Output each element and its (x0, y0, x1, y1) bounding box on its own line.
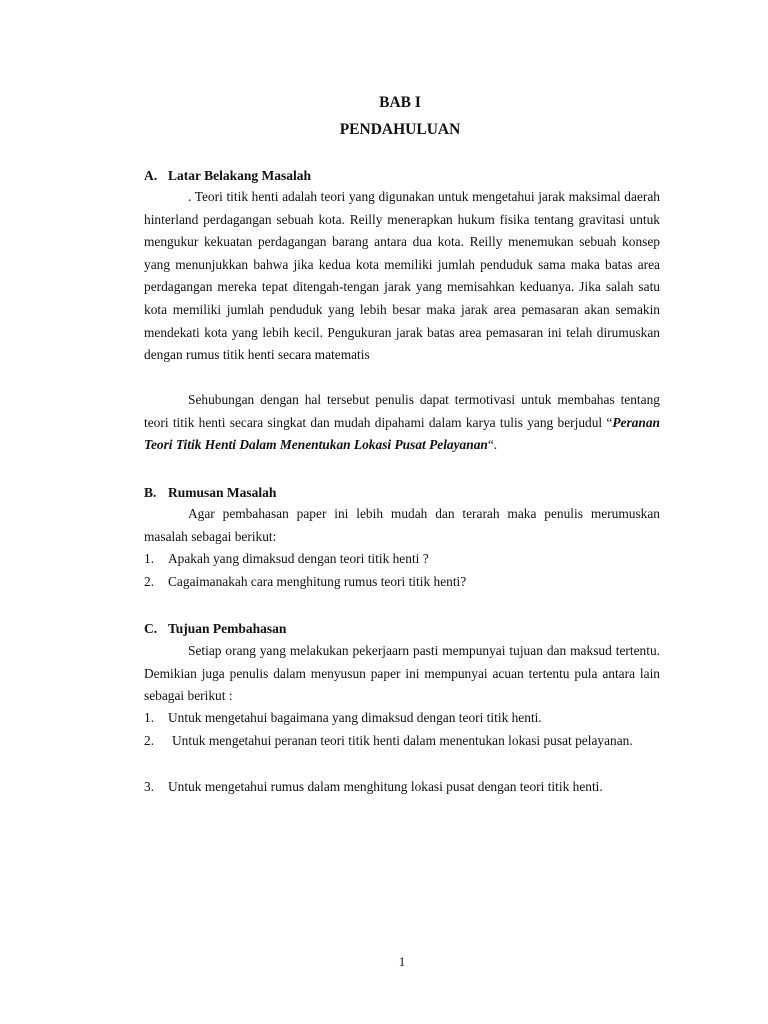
section-b-title: Rumusan Masalah (168, 485, 277, 500)
list-item (144, 776, 660, 799)
section-b-heading (144, 485, 276, 501)
list-item (144, 707, 660, 730)
chapter-number: BAB I (379, 94, 421, 111)
list-item-number: 1. (144, 710, 155, 725)
list-item-text: Untuk mengetahui bagaimana yang dimaksud dengan teori titik henti. (168, 710, 542, 725)
section-b-letter: B. (144, 485, 157, 500)
list-item (144, 571, 660, 594)
paper-title: Peranan Teori Titik Henti Dalam Menentukan Lokasi Pusat Pelayanan (144, 414, 660, 453)
section-a-heading (144, 168, 311, 184)
list-item-number: 3. (144, 779, 155, 794)
list-item-text: Untuk mengetahui peranan teori titik henti dalam menentukan lokasi pusat pelayanan. (172, 733, 633, 748)
section-a-paragraph-2 (144, 389, 660, 457)
list-item-text: Apakah yang dimaksud dengan teori titik henti ? (168, 551, 429, 566)
list-item-text: Cagaimanakah cara menghitung rumus teori titik henti? (168, 574, 467, 589)
list-item (144, 548, 660, 571)
section-a-letter: A. (144, 168, 158, 183)
list-item-text: Untuk mengetahui rumus dalam menghitung lokasi pusat dengan teori titik henti. (168, 779, 603, 794)
chapter-title: PENDAHULUAN (339, 121, 461, 138)
section-a-paragraph-2-end: “. (487, 437, 498, 453)
section-c-paragraph: Setiap orang yang melakukan pekerjaarn pasti mempunyai tujuan dan maksud tertentu. Demikian juga penulis dalam menyusun paper ini mempunyai acuan tertentu pula antara lain sebagai berikut : (144, 643, 660, 704)
section-a-title: Latar Belakang Masalah (168, 168, 312, 183)
section-c-letter: C. (144, 621, 158, 636)
section-b-paragraph: Agar pembahasan paper ini lebih mudah dan terarah maka penulis merumuskan masalah sebagai berikut: (144, 506, 660, 544)
section-c-heading (144, 621, 286, 637)
list-item-number: 2. (144, 574, 155, 589)
list-item (144, 730, 660, 753)
list-item-number: 1. (144, 551, 155, 566)
section-a-paragraph-1: . Teori titik henti adalah teori yang digunakan untuk mengetahui jarak maksimal daerah hinterland perdagangan sebuah kota. Reilly menerapkan hukum fisika tentang gravitasi untuk mengukur kekuatan perdagangan barang antara dua kota. Reilly menemukan sebuah konsep yang menunjukkan bahwa jika kedua kota memiliki jumlah penduduk sama maka batas area perdagangan mereka tepat ditengah-tengan jarak yang memisahkan keduanya. Jika salah satu kota memiliki jumlah penduduk yang lebih besar maka jarak area pemasaran akan semakin mendekati kota yang lebih kecil. Pengukuran jarak batas area pemasaran ini telah dirumuskan dengan rumus titik henti secara matematis (144, 189, 660, 363)
list-item-number: 2. (144, 733, 155, 748)
page-number: 1 (398, 954, 406, 969)
section-a-paragraph-2-text: Sehubungan dengan hal tersebut penulis dapat termotivasi untuk membahas tentang teori titik henti secara singkat dan mudah dipahami dalam karya tulis yang berjudul “ (144, 392, 660, 430)
section-c-title: Tujuan Pembahasan (168, 621, 287, 636)
